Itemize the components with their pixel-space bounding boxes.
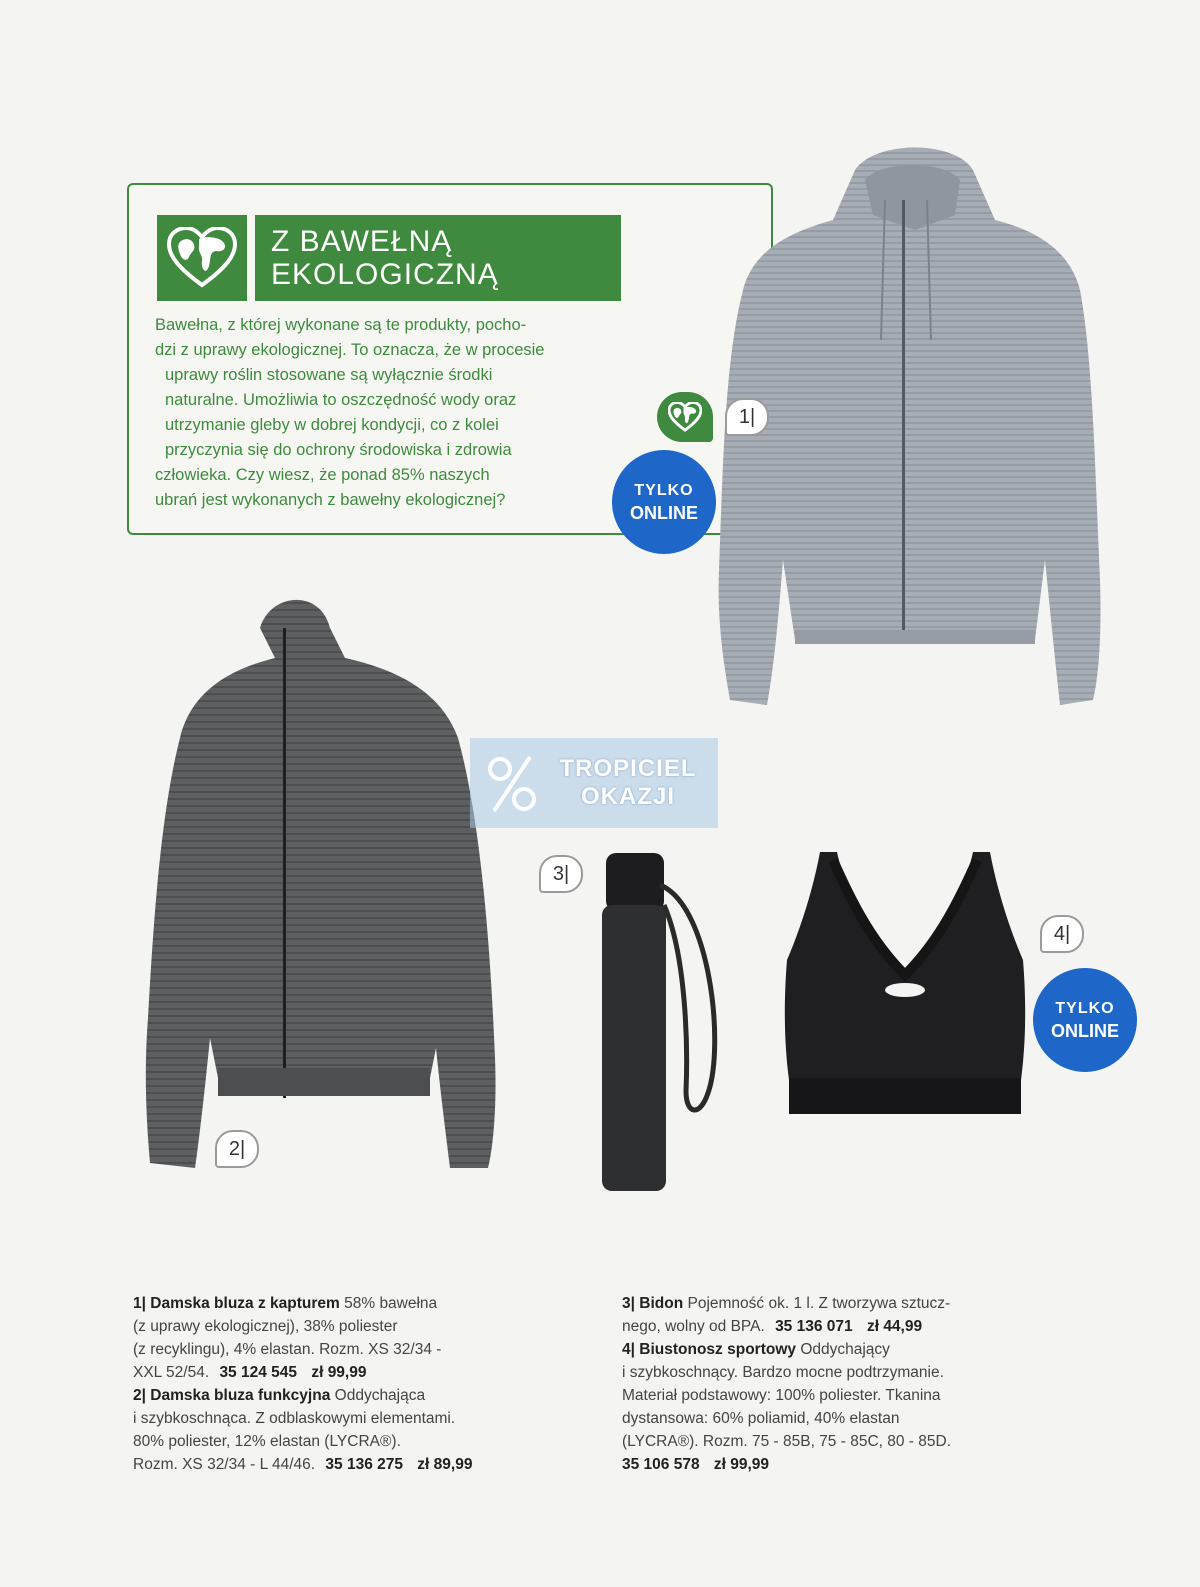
product-4-name: Biustonosz sportowy	[639, 1341, 797, 1358]
product-2-num: 2|	[133, 1387, 146, 1404]
eco-text-line: człowieka. Czy wiesz, że ponad 85% naszych	[155, 466, 490, 484]
eco-text-line: utrzymanie gleby w dobrej kondycji, co z kolei	[165, 416, 499, 434]
watermark-text	[548, 755, 708, 811]
online-only-badge-1	[612, 450, 716, 554]
watermark-line1: TROPICIEL	[559, 755, 697, 782]
product-4-line: Materiał podstawowy: 100% poliester. Tkanina	[622, 1387, 941, 1404]
product-2-line: 80% poliester, 12% elastan (LYCRA®).	[133, 1433, 401, 1450]
eco-text-line: przyczynia się do ochrony środowiska i zdrowia	[165, 441, 512, 459]
product-4-line: Oddychający	[800, 1341, 890, 1358]
product-2-tag: 2|	[215, 1130, 259, 1168]
product-jacket-image	[140, 588, 510, 1178]
product-3-name: Bidon	[639, 1295, 684, 1312]
product-hoodie-image	[705, 140, 1105, 720]
online-badge-line1: TYLKO	[634, 482, 694, 499]
eco-text-line: dzi z uprawy ekologicznej. To oznacza, że w procesie	[155, 341, 545, 359]
product-2-line: Oddychająca	[334, 1387, 426, 1404]
eco-badge-icon	[657, 392, 713, 442]
product-3-tag: 3|	[539, 855, 583, 893]
product-3-line: nego, wolny od BPA.	[622, 1318, 765, 1335]
online-badge-line2: ONLINE	[629, 503, 698, 523]
product-4-price: zł 99,99	[713, 1456, 770, 1473]
product-descriptions-left	[133, 1292, 573, 1476]
product-1-tag: 1|	[725, 398, 769, 436]
product-2-code: 35 136 275	[325, 1456, 403, 1473]
product-4-num: 4|	[622, 1341, 635, 1358]
eco-header	[157, 215, 621, 301]
eco-title-line1: Z BAWEŁNĄ	[271, 225, 453, 258]
product-2-price: zł 89,99	[417, 1456, 473, 1473]
product-bra-image	[775, 850, 1035, 1120]
online-badge-line2: ONLINE	[1050, 1021, 1119, 1041]
eco-title-line2: EKOLOGICZNĄ	[271, 258, 499, 291]
eco-text-line: naturalne. Umożliwia to oszczędność wody oraz	[165, 391, 517, 409]
earth-heart-icon	[157, 215, 247, 301]
product-1-price: zł 99,99	[311, 1364, 367, 1381]
online-only-badge-4	[1033, 968, 1137, 1072]
eco-text-line: uprawy roślin stosowane są wyłącznie środki	[165, 366, 493, 384]
eco-title	[255, 215, 621, 301]
watermark-line2: OKAZJI	[580, 783, 675, 810]
product-1-description	[133, 1292, 573, 1384]
product-bottle-image	[590, 845, 730, 1195]
product-3-line: Pojemność ok. 1 l. Z tworzywa sztucz-	[687, 1295, 951, 1312]
product-descriptions-right	[622, 1292, 1062, 1476]
eco-text-line: Bawełna, z której wykonane są te produkty, pocho-	[155, 316, 527, 334]
product-2-description	[133, 1384, 573, 1476]
product-1-name: Damska bluza z kapturem	[150, 1295, 340, 1312]
eco-description	[155, 313, 635, 513]
product-4-line: dystansowa: 60% poliamid, 40% elastan	[622, 1410, 900, 1427]
tropiciel-okazji-watermark	[470, 738, 718, 828]
product-1-line: (z uprawy ekologicznej), 38% poliester	[133, 1318, 398, 1335]
product-3-description	[622, 1292, 1062, 1338]
product-3-code: 35 136 071	[775, 1318, 853, 1335]
product-4-line: i szybkoschnący. Bardzo mocne podtrzymanie.	[622, 1364, 944, 1381]
product-1-line: 58% bawełna	[344, 1295, 438, 1312]
online-badge-line1: TYLKO	[1055, 1000, 1115, 1017]
eco-text-line: ubrań jest wykonanych z bawełny ekologicznej?	[155, 491, 506, 509]
product-1-line: XXL 52/54.	[133, 1364, 210, 1381]
product-4-tag: 4|	[1040, 915, 1084, 953]
product-1-num: 1|	[133, 1295, 146, 1312]
product-1-code: 35 124 545	[219, 1364, 298, 1381]
product-3-num: 3|	[622, 1295, 635, 1312]
product-4-line: (LYCRA®). Rozm. 75 - 85B, 75 - 85C, 80 - 85D.	[622, 1433, 952, 1450]
product-3-price: zł 44,99	[866, 1318, 923, 1335]
product-2-line: i szybkoschnąca. Z odblaskowymi elementami.	[133, 1410, 456, 1427]
product-2-name: Damska bluza funkcyjna	[150, 1387, 331, 1404]
product-1-line: (z recyklingu), 4% elastan. Rozm. XS 32/34 -	[133, 1341, 442, 1358]
product-4-description	[622, 1338, 1062, 1476]
product-4-code: 35 106 578	[622, 1456, 700, 1473]
product-2-line: Rozm. XS 32/34 - L 44/46.	[133, 1456, 316, 1473]
percent-icon	[476, 747, 548, 819]
